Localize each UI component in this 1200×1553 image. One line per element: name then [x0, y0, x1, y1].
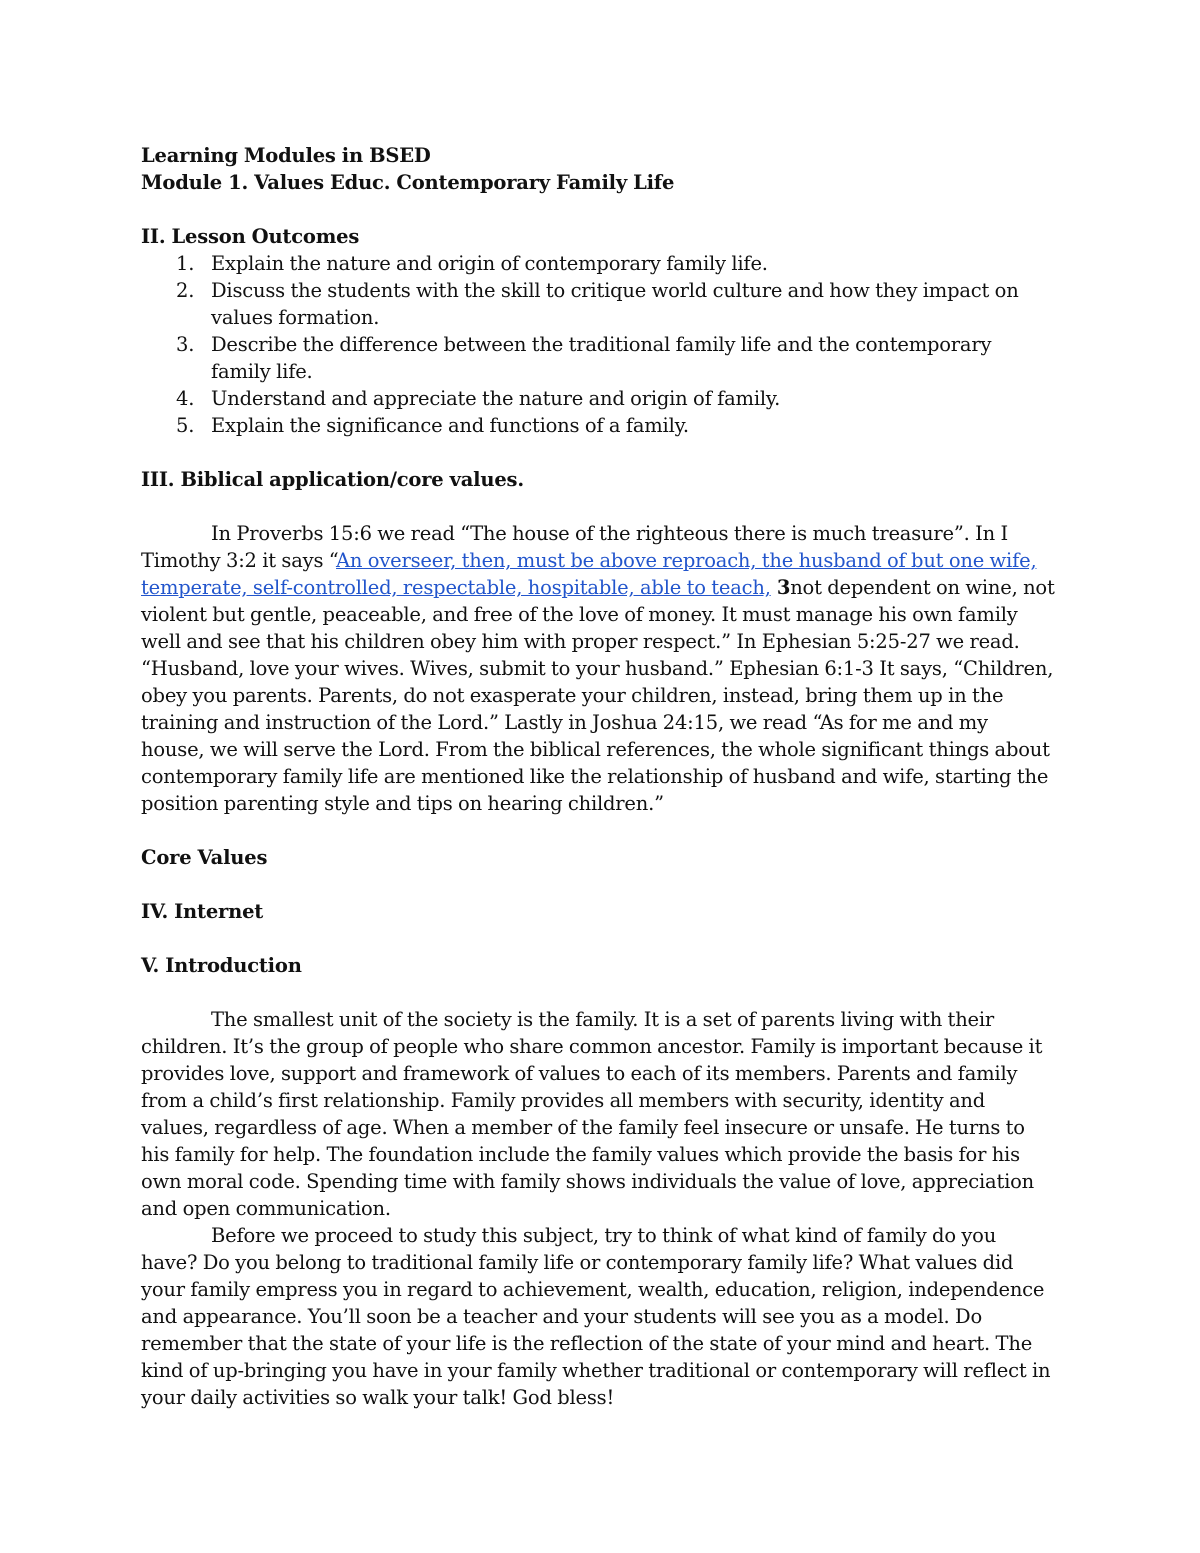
- spacer: [141, 493, 1056, 520]
- lesson-outcomes-heading: II. Lesson Outcomes: [141, 225, 360, 248]
- outcome-item: [141, 385, 1056, 412]
- introduction-heading: V. Introduction: [141, 954, 302, 977]
- outcome-number: 4.: [176, 387, 195, 410]
- spacer: [141, 979, 1056, 1006]
- internet-heading: IV. Internet: [141, 900, 264, 923]
- biblical-text-rest: not dependent on wine, not violent but gentle, peaceable, and free of the love of money. It must manage his own family well and see that his children obey him with proper respect.” In Ephesian 5:25-27 we read. “Husband, love your wives. Wives, submit to your husband.” Ephesian 6:1-3 It says, “Children, obey you parents. Parents, do not exasperate your children, instead, bring them up in the training and instruction of the Lord.” Lastly in Joshua 24:15, we read “As for me and my house, we will serve the Lord. From the biblical references, the whole significant things about contemporary family life are mentioned like the relationship of husband and wife, starting the position parenting style and tips on hearing children.”: [141, 576, 1055, 815]
- biblical-application-heading: III. Biblical application/core values.: [141, 468, 524, 491]
- verse-number: 3: [770, 576, 791, 599]
- outcome-item: [141, 331, 1056, 385]
- spacer: [141, 196, 1056, 223]
- spacer: [141, 817, 1056, 844]
- module-title: Module 1. Values Educ. Contemporary Family Life: [141, 171, 675, 194]
- biblical-paragraph: [141, 520, 1056, 817]
- introduction-paragraph-1: The smallest unit of the society is the family. It is a set of parents living with their children. It’s the group of people who share common ancestor. Family is important because it provides love, support and framework of values to each of its members. Parents and family from a child’s first relationship. Family provides all members with security, identity and values, regardless of age. When a member of the family feel insecure or unsafe. He turns to his family for help. The foundation include the family values which provide the basis for his own moral code. Spending time with family shows individuals the value of love, appreciation and open communication.: [141, 1008, 1043, 1220]
- outcome-text: Describe the difference between the traditional family life and the contemporary family life.: [211, 333, 992, 383]
- outcome-number: 3.: [176, 333, 195, 356]
- outcome-text: Explain the nature and origin of contemporary family life.: [211, 252, 768, 275]
- outcome-number: 5.: [176, 414, 195, 437]
- outcome-number: 2.: [176, 279, 195, 302]
- outcome-text: Discuss the students with the skill to critique world culture and how they impact on values formation.: [211, 279, 1019, 329]
- outcome-text: Understand and appreciate the nature and origin of family.: [211, 387, 781, 410]
- outcome-item: [141, 412, 1056, 439]
- document-title: Learning Modules in BSED: [141, 144, 431, 167]
- outcome-number: 1.: [176, 252, 195, 275]
- spacer: [141, 871, 1056, 898]
- lesson-outcomes-list: [141, 250, 1056, 439]
- outcome-item: [141, 277, 1056, 331]
- outcome-item: [141, 250, 1056, 277]
- spacer: [141, 925, 1056, 952]
- introduction-paragraph-2: Before we proceed to study this subject, try to think of what kind of family do you have? Do you belong to traditional family life or contemporary family life? What values did your family empress you in regard to achievement, wealth, education, religion, independence and appearance. You’ll soon be a teacher and your students will see you as a model. Do remember that the state of your life is the reflection of the state of your mind and heart. The kind of up-bringing you have in your family whether traditional or contemporary will reflect in your daily activities so walk your talk! God bless!: [141, 1224, 1051, 1409]
- core-values-heading: Core Values: [141, 846, 268, 869]
- document-page: [141, 142, 1056, 1411]
- outcome-text: Explain the significance and functions of a family.: [211, 414, 689, 437]
- spacer: [141, 439, 1056, 466]
- biblical-text-intro: In Proverbs 15:6 we read “The house of the righteous there is much treasure”. In I Timothy 3:2 it says “: [141, 522, 1008, 572]
- scripture-link[interactable]: An overseer, then, must be above reproach, the husband of but one wife, temperate, self-controlled, respectable, hospitable, able to teach,: [141, 549, 1037, 599]
